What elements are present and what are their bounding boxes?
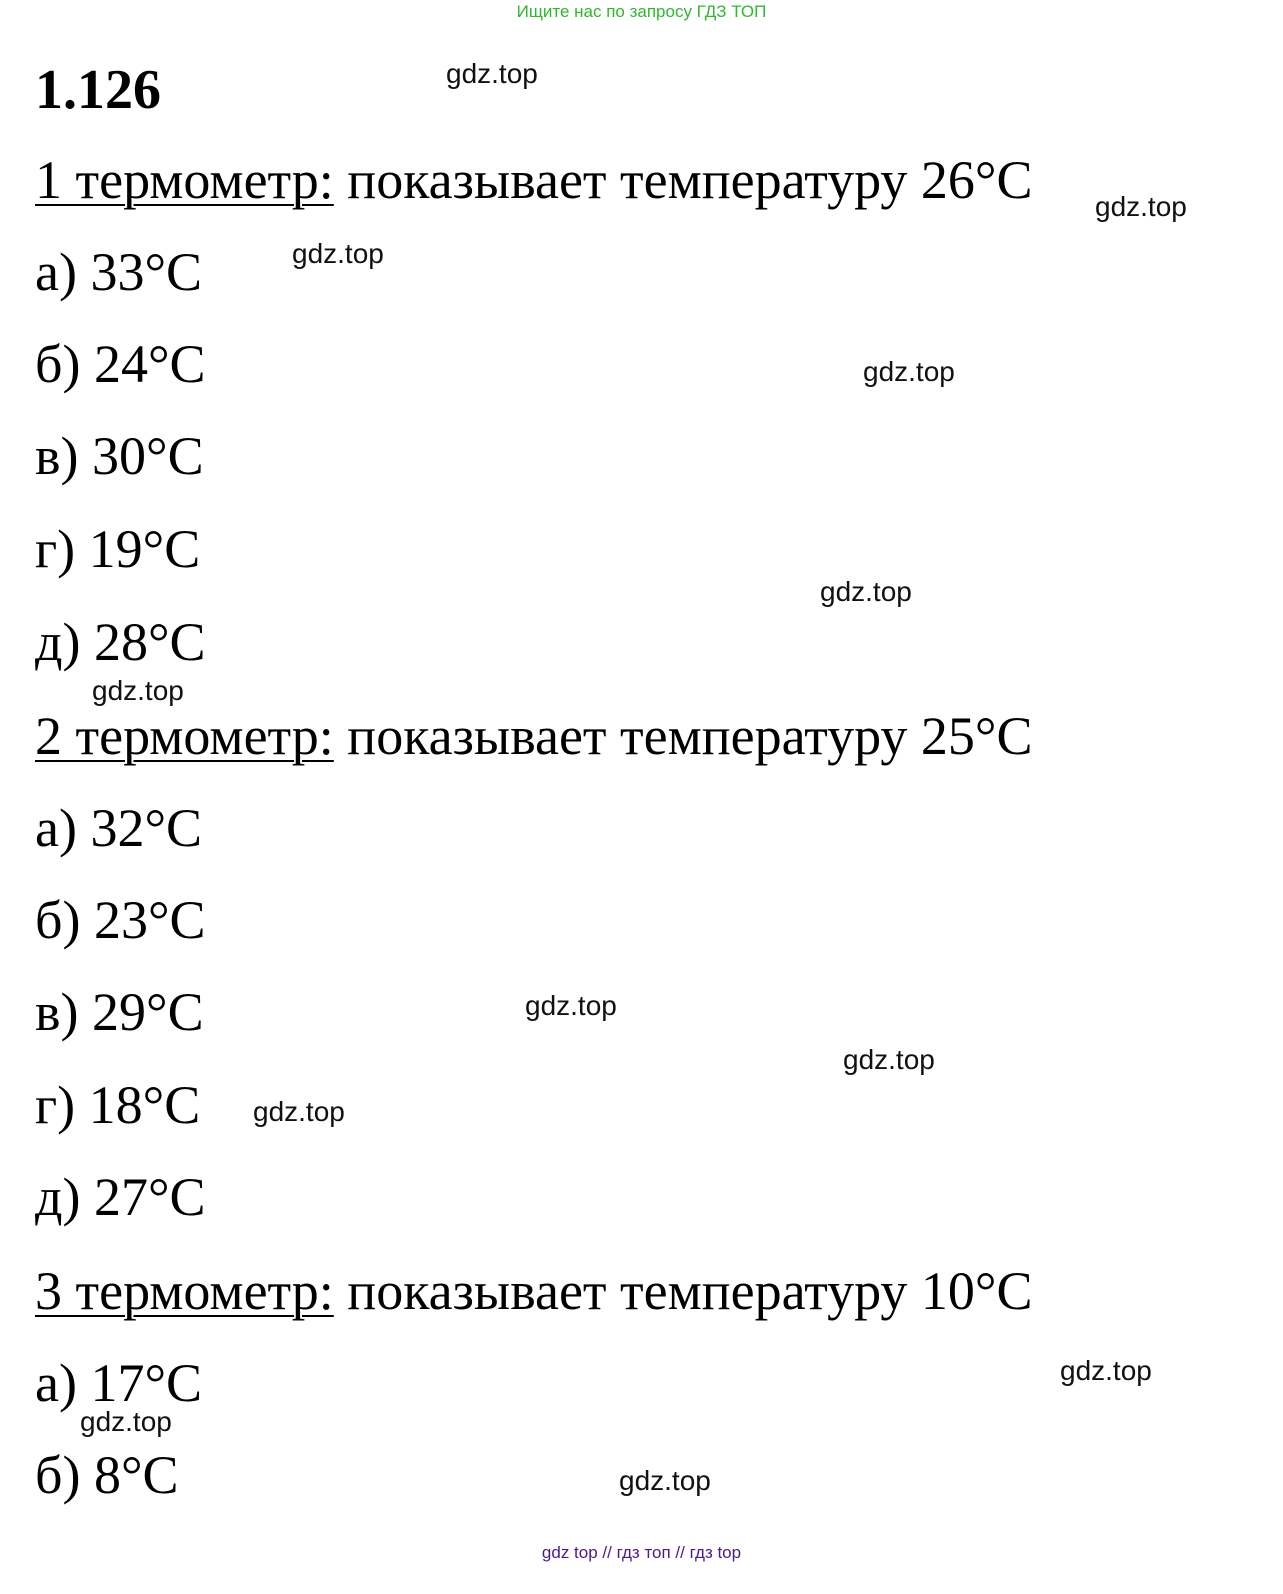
section-3-label: 3 термометр: [35, 1261, 334, 1321]
section-3-heading [35, 1261, 1032, 1321]
section-2-text: показывает температуру 25°C [333, 706, 1033, 766]
top-banner: Ищите нас по запросу ГДЗ ТОП [516, 2, 767, 21]
section-2-heading [35, 706, 1032, 766]
watermark: gdz.top [525, 990, 617, 1021]
watermark: gdz.top [1060, 1355, 1152, 1386]
watermark: gdz.top [843, 1044, 935, 1075]
section-2-answer-b: б) 23°C [35, 890, 206, 950]
watermark: gdz.top [292, 238, 384, 269]
footer: gdz top // гдз топ // гдз top [541, 1543, 742, 1562]
task-number: 1.126 [35, 59, 161, 121]
watermark: gdz.top [863, 356, 955, 387]
section-3-text: показывает температуру 10°C [333, 1261, 1033, 1321]
watermark: gdz.top [92, 675, 184, 706]
section-1-answer-a: а) 33°C [35, 242, 203, 302]
section-1-answer-d: д) 28°C [35, 612, 206, 672]
section-1-answer-v: в) 30°C [35, 426, 204, 486]
watermark: gdz.top [253, 1096, 345, 1127]
watermark: gdz.top [80, 1406, 172, 1437]
section-2-label: 2 термометр: [35, 706, 334, 766]
section-1-label: 1 термометр: [35, 150, 334, 210]
section-2-answer-a: а) 32°C [35, 798, 203, 858]
section-1-text: показывает температуру 26°C [333, 150, 1033, 210]
section-2-answer-d: д) 27°C [35, 1167, 206, 1227]
section-2-answer-g: г) 18°C [35, 1075, 201, 1135]
watermark: gdz.top [446, 58, 538, 89]
section-3-answer-a: а) 17°C [35, 1353, 203, 1413]
section-1-heading [35, 150, 1032, 210]
watermark: gdz.top [1095, 191, 1187, 222]
watermark: gdz.top [820, 576, 912, 607]
watermark: gdz.top [619, 1465, 711, 1496]
section-2-answer-v: в) 29°C [35, 982, 204, 1042]
section-3-answer-b: б) 8°C [35, 1445, 179, 1505]
section-1-answer-b: б) 24°C [35, 334, 206, 394]
section-1-answer-g: г) 19°C [35, 519, 201, 579]
